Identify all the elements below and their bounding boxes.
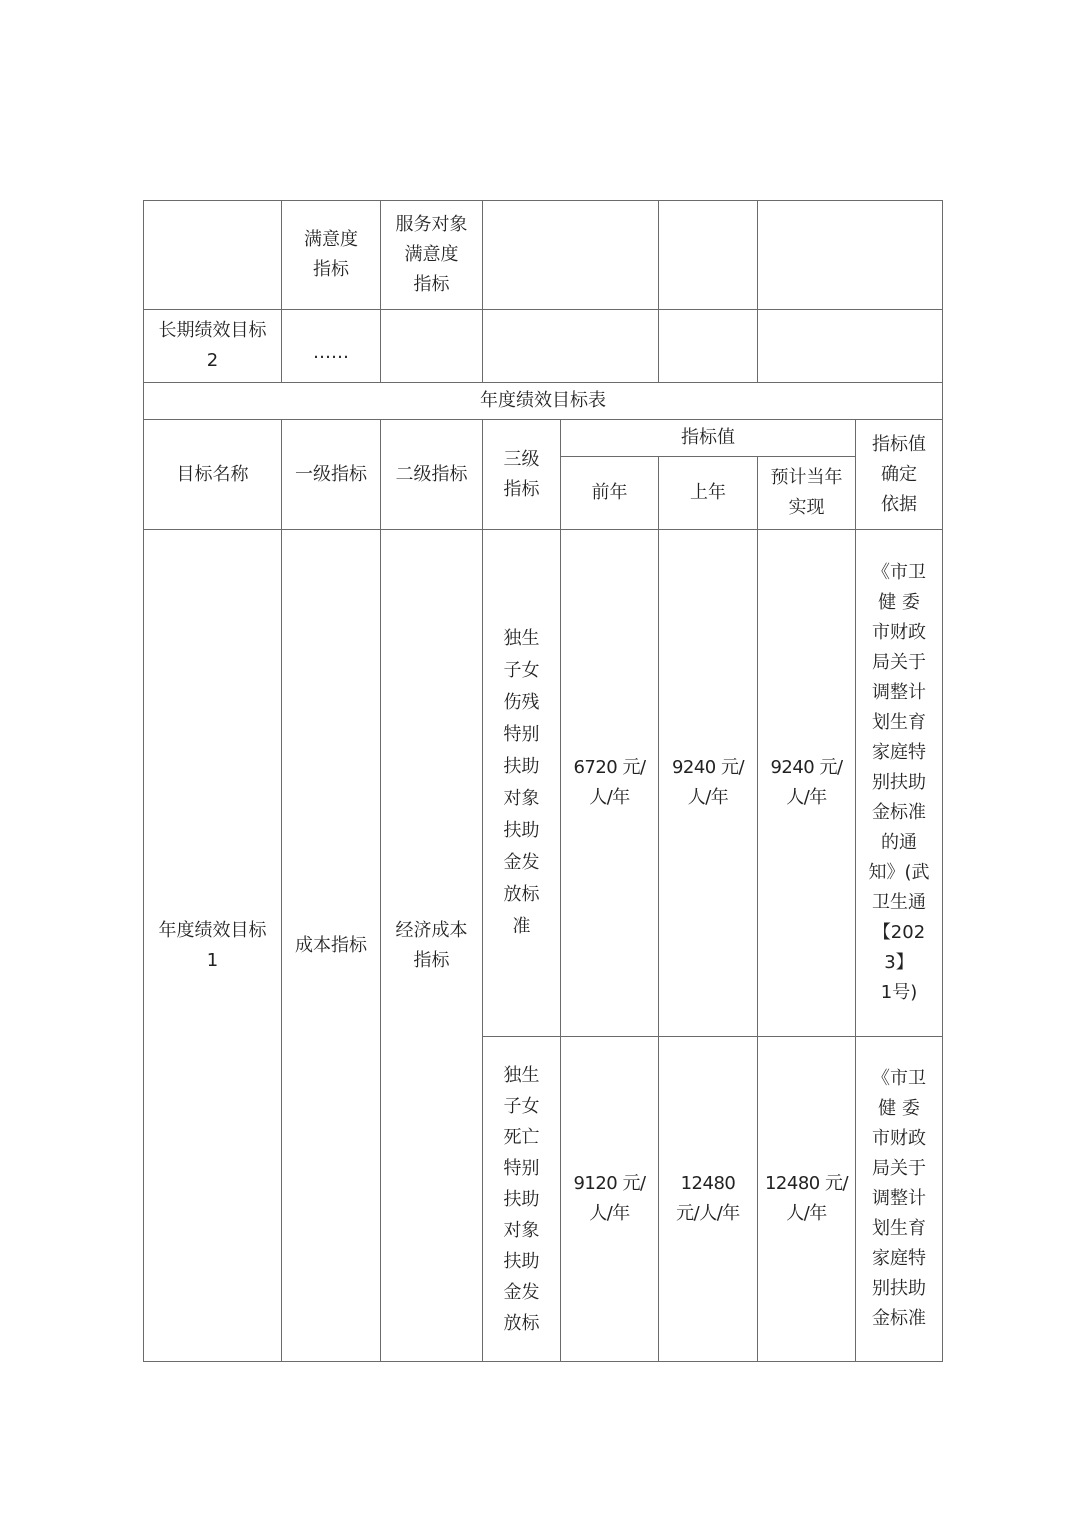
long-term-goal-2-level1: ……: [282, 310, 381, 383]
empty-cell: [483, 310, 659, 383]
header-prev-year: 上年: [659, 457, 758, 530]
empty-cell: [381, 310, 483, 383]
level3-cell: 独生 子女 死亡 特别 扶助 对象 扶助 金发 放标: [483, 1037, 561, 1362]
level3-cell: 独生 子女 伤残 特别 扶助 对象 扶助 金发 放标 准: [483, 530, 561, 1037]
satisfaction-level2-cell: 服务对象 满意度 指标: [381, 201, 483, 310]
header-indicator-value: 指标值: [561, 420, 856, 457]
satisfaction-level1-cell: 满意度 指标: [282, 201, 381, 310]
header-level2: 二级指标: [381, 420, 483, 530]
empty-cell: [758, 201, 943, 310]
header-level3: 三级 指标: [483, 420, 561, 530]
annual-table-title: 年度绩效目标表: [144, 383, 943, 420]
header-level1: 一级指标: [282, 420, 381, 530]
empty-cell: [483, 201, 659, 310]
goal-name-cell: 年度绩效目标 1: [144, 530, 282, 1362]
prev-prev-year-value: 9120 元/ 人/年: [561, 1037, 659, 1362]
prev-year-value: 9240 元/ 人/年: [659, 530, 758, 1037]
prev-year-value: 12480 元/人/年: [659, 1037, 758, 1362]
prev-prev-year-value: 6720 元/ 人/年: [561, 530, 659, 1037]
header-basis: 指标值 确定 依据: [856, 420, 943, 530]
satisfaction-row: [144, 201, 943, 310]
header-goal-name: 目标名称: [144, 420, 282, 530]
expected-value: 12480 元/ 人/年: [758, 1037, 856, 1362]
long-term-goal-2-row: [144, 310, 943, 383]
header-row-1: [144, 420, 943, 457]
level2-cell: 经济成本 指标: [381, 530, 483, 1362]
header-prev-prev-year: 前年: [561, 457, 659, 530]
basis-cell: 《市卫 健 委 市财政 局关于 调整计 划生育 家庭特 别扶助 金标准: [856, 1037, 943, 1362]
performance-goal-table: [143, 200, 943, 1362]
expected-value: 9240 元/ 人/年: [758, 530, 856, 1037]
empty-cell: [144, 201, 282, 310]
empty-cell: [758, 310, 943, 383]
long-term-goal-2-name: 长期绩效目标 2: [144, 310, 282, 383]
annual-table-title-row: [144, 383, 943, 420]
empty-cell: [659, 201, 758, 310]
header-expected: 预计当年 实现: [758, 457, 856, 530]
table-row: [144, 530, 943, 1037]
level1-cell: 成本指标: [282, 530, 381, 1362]
empty-cell: [659, 310, 758, 383]
basis-cell: 《市卫 健 委 市财政 局关于 调整计 划生育 家庭特 别扶助 金标准 的通 知》(武 卫生通 【2023】 1号): [856, 530, 943, 1037]
